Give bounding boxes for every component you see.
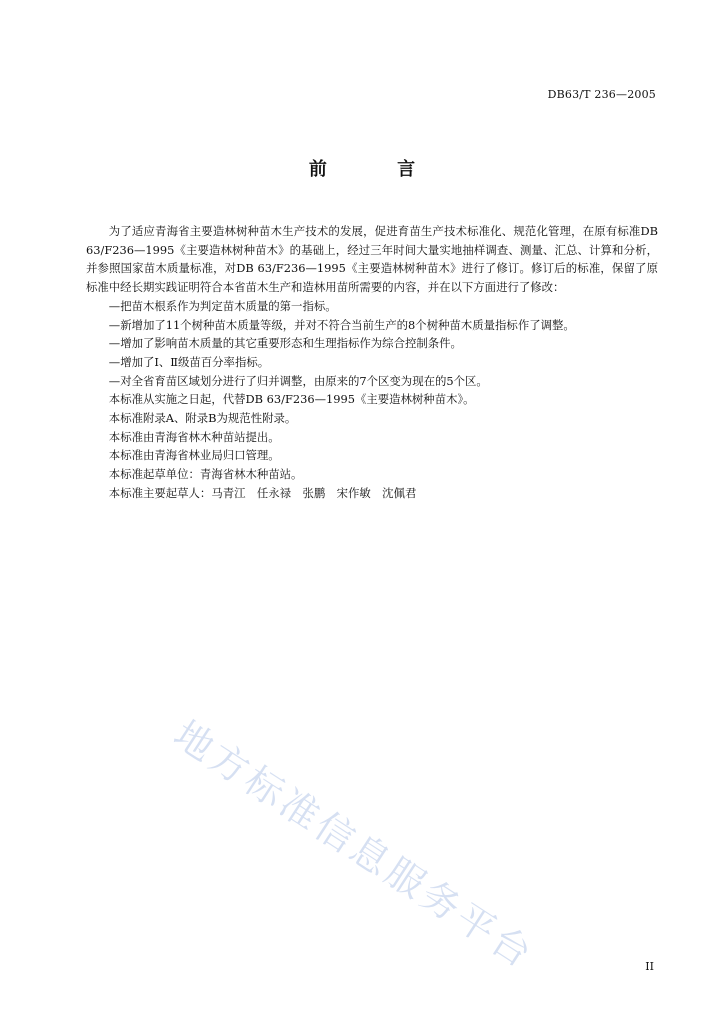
intro-paragraph: 为了适应青海省主要造林树种苗木生产技术的发展，促进育苗生产技术标准化、规范化管理，在原有标准DB 63/F236—1995《主要造林树种苗木》的基础上，经过三年时间大量实地抽样调查、测量、汇总、计算和分析，并参照国家苗木质量标准，对DB 63/F236—1995《主要造林树种苗木》进行了修订。修订后的标准，保留了原标准中经长期实践证明符合本省苗木生产和造林用苗所需要的内容，并在以下方面进行了修改： bbox=[86, 224, 658, 295]
watermark: 地方标准信息服务平台 bbox=[166, 711, 543, 978]
document-code: DB63/T 236—2005 bbox=[547, 88, 656, 101]
statement-line: 本标准从实施之日起，代替DB 63/F236—1995《主要造林树种苗木》。 bbox=[108, 392, 475, 407]
statement-line: 本标准由青海省林木种苗站提出。 bbox=[108, 429, 280, 444]
change-item: —对全省育苗区域划分进行了归并调整，由原来的7个区变为现在的5个区。 bbox=[108, 373, 488, 388]
page-number: II bbox=[645, 960, 654, 973]
statement-line: 本标准起草单位：青海省林木种苗站。 bbox=[108, 467, 303, 482]
page-title: 前 言 bbox=[308, 159, 448, 180]
change-item: —把苗木根系作为判定苗木质量的第一指标。 bbox=[108, 298, 337, 313]
statement-line: 本标准主要起草人：马青江 任永禄 张鹏 宋作敏 沈佩君 bbox=[108, 485, 417, 500]
foreword-body bbox=[86, 222, 658, 503]
statement-line: 本标准由青海省林业局归口管理。 bbox=[108, 448, 280, 463]
change-item: —增加了Ⅰ、Ⅱ级苗百分率指标。 bbox=[108, 354, 270, 369]
statement-line: 本标准附录A、附录B为规范性附录。 bbox=[108, 411, 297, 426]
change-item: —增加了影响苗木质量的其它重要形态和生理指标作为综合控制条件。 bbox=[108, 336, 462, 351]
change-item: —新增加了11个树种苗木质量等级，并对不符合当前生产的8个树种苗木质量指标作了调整。 bbox=[108, 317, 575, 332]
